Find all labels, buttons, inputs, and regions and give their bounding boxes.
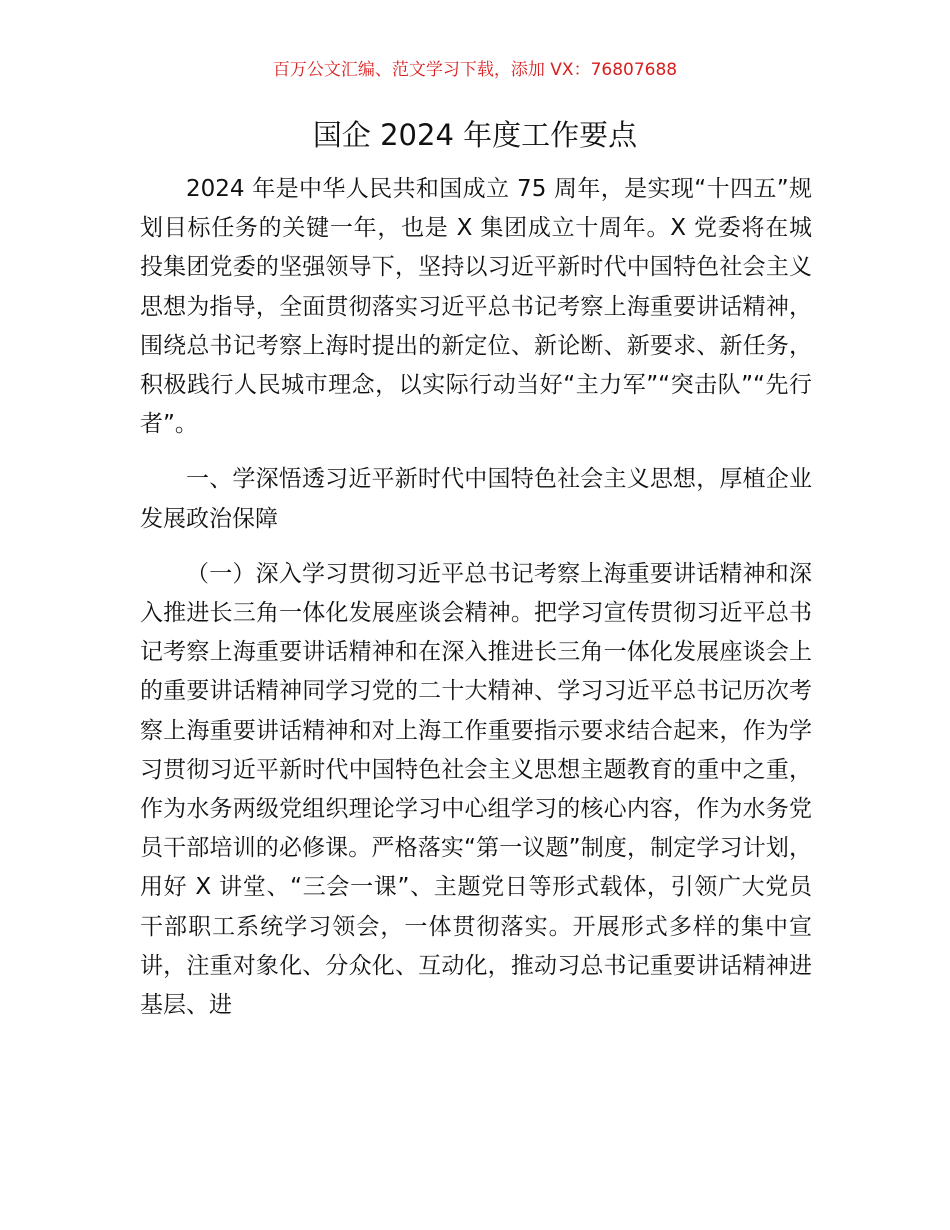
intro-paragraph: 2024 年是中华人民共和国成立 75 周年，是实现“十四五”规划目标任务的关键一年，也是 X 集团成立十周年。X 党委将在城投集团党委的坚强领导下，坚持以习近平新时代中国特色社会主义思想为指导，全面贯彻落实习近平总书记考察上海重要讲话精神，围绕总书记考察上海时提出的新定位、新论断、新要求、新任务，积极践行人民城市理念，以实际行动当好“主力军”“突击队”“先行者”。 [140,176,812,438]
section-heading-1: 一、学深悟透习近平新时代中国特色社会主义思想，厚植企业发展政治保障 [140,466,812,532]
document-body [140,170,812,1025]
subsection-paragraph-1: （一）深入学习贯彻习近平总书记考察上海重要讲话精神和深入推进长三角一体化发展座谈会精神。把学习宣传贯彻习近平总书记考察上海重要讲话精神和在深入推进长三角一体化发展座谈会上的重要讲话精神同学习党的二十大精神、学习习近平总书记历次考察上海重要讲话精神和对上海工作重要指示要求结合起来，作为学习贯彻习近平新时代中国特色社会主义思想主题教育的重中之重，作为水务两级党组织理论学习中心组学习的核心内容，作为水务党员干部培训的必修课。严格落实“第一议题”制度，制定学习计划，用好 X 讲堂、“三会一课”、主题党日等形式载体，引领广大党员干部职工系统学习领会，一体贯彻落实。开展形式多样的集中宣讲，注重对象化、分众化、互动化，推动习总书记重要讲话精神进基层、进 [140,560,812,1019]
document-title: 国企 2024 年度工作要点 [312,118,638,152]
header-watermark-note: 百万公文汇编、范文学习下载，添加 VX：76807688 [272,60,678,80]
